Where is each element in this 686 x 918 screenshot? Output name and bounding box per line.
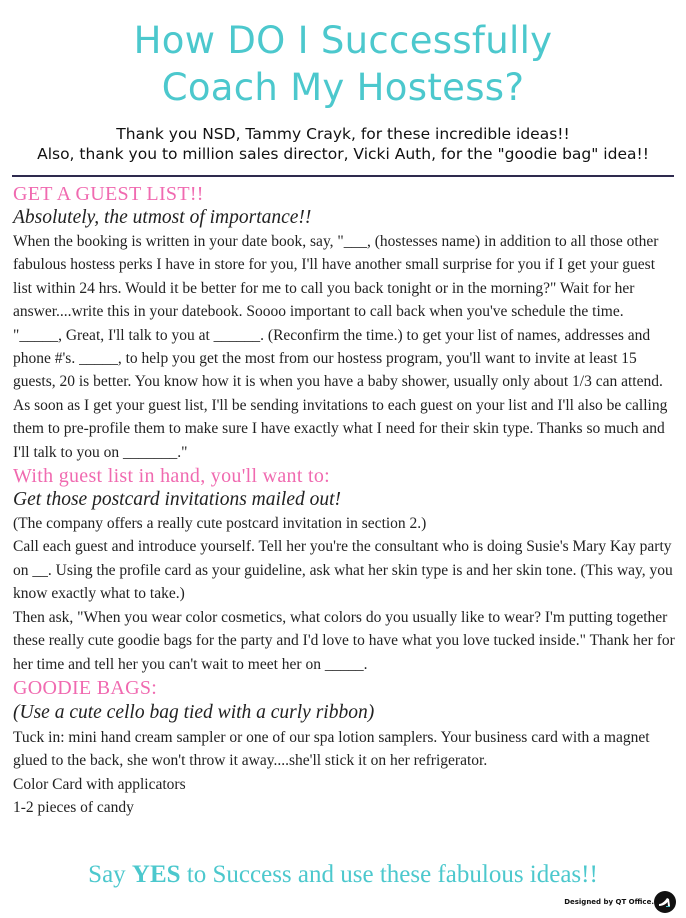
with-list-para2: Call each guest and introduce yourself. Tell her you're the consultant who is doing Susie's Mary Kay party on __. Using the profile card as your guideline, ask what her skin type is and her skin tone. (This way, you know exactly what to take.) — [13, 538, 673, 603]
page-title-line1: How DO I Successfully — [133, 19, 553, 62]
guest-list-heading: GET A GUEST LIST!! — [13, 183, 204, 205]
footer-emphasis: YES — [131, 861, 181, 888]
footer-slogan — [0, 860, 686, 890]
guest-list-para2: "_____, Great, I'll talk to you at ______. (Reconfirm the time.) to get your list of names, addresses and phone #'s. _____, to help you get the most from our hostess program, you'll want to invite at least 15 guests, 20 is better. You know how it is when you have a baby shower, usually only about 1/3 can attend. As soon as I get your guest list, I'll be sending invitations to each guest on your list and I'll also be calling them to pre-profile them to make sure I have exactly what I need for their skin type. Thanks so much and I'll talk to you on _______." — [13, 326, 668, 461]
goodie-item1: Color Card with applicators — [13, 775, 186, 793]
with-list-subheading: Get those postcard invitations mailed out! — [13, 489, 342, 511]
thanks-line1: Thank you NSD, Tammy Crayk, for these incredible ideas!! — [116, 125, 570, 143]
content-body — [13, 182, 675, 820]
page-title-line2: Coach My Hostess? — [161, 66, 525, 109]
designer-credit: Designed by QT Office. — [564, 898, 654, 906]
goodie-para1: Tuck in: mini hand cream sampler or one of our spa lotion samplers. Your business card with a magnet glued to the back, she won't throw it away....she'll stick it on her refrigerator. — [13, 728, 650, 770]
footer-after: to Success and use these fabulous ideas!! — [180, 861, 598, 888]
guest-list-subheading: Absolutely, the utmost of importance!! — [13, 207, 312, 228]
divider — [12, 175, 674, 177]
goodie-subheading: (Use a cute cello bag tied with a curly ribbon) — [13, 701, 375, 723]
designer-logo-icon — [654, 891, 676, 913]
goodie-item2: 1-2 pieces of candy — [13, 799, 134, 817]
with-list-para3: Then ask, "When you wear color cosmetics, what colors do you usually like to wear? I'm putting together these really cute goodie bags for the party and I'd love to have what you love tucked inside." Thank her for her time and tell her you can't wait to meet her on _____. — [13, 608, 675, 673]
footer-before: Say — [88, 861, 132, 888]
guest-list-para1: When the booking is written in your date book, say, "___, (hostesses name) in addition to all those other fabulous hostess perks I have in store for you, I'll have another small surprise for you if I get your guest list within 24 hrs. Would it be better for me to call you back tonight or in the morning?" Wait for her answer....write this in your datebook. Soooo important to call back when you've schedule the time. — [13, 233, 659, 321]
thanks-line2: Also, thank you to million sales director, Vicki Auth, for the "goodie bag" idea!! — [37, 145, 649, 163]
goodie-heading: GOODIE BAGS: — [13, 676, 158, 699]
with-list-heading: With guest list in hand, you'll want to: — [13, 465, 330, 488]
with-list-para1: (The company offers a really cute postcard invitation in section 2.) — [13, 515, 427, 533]
